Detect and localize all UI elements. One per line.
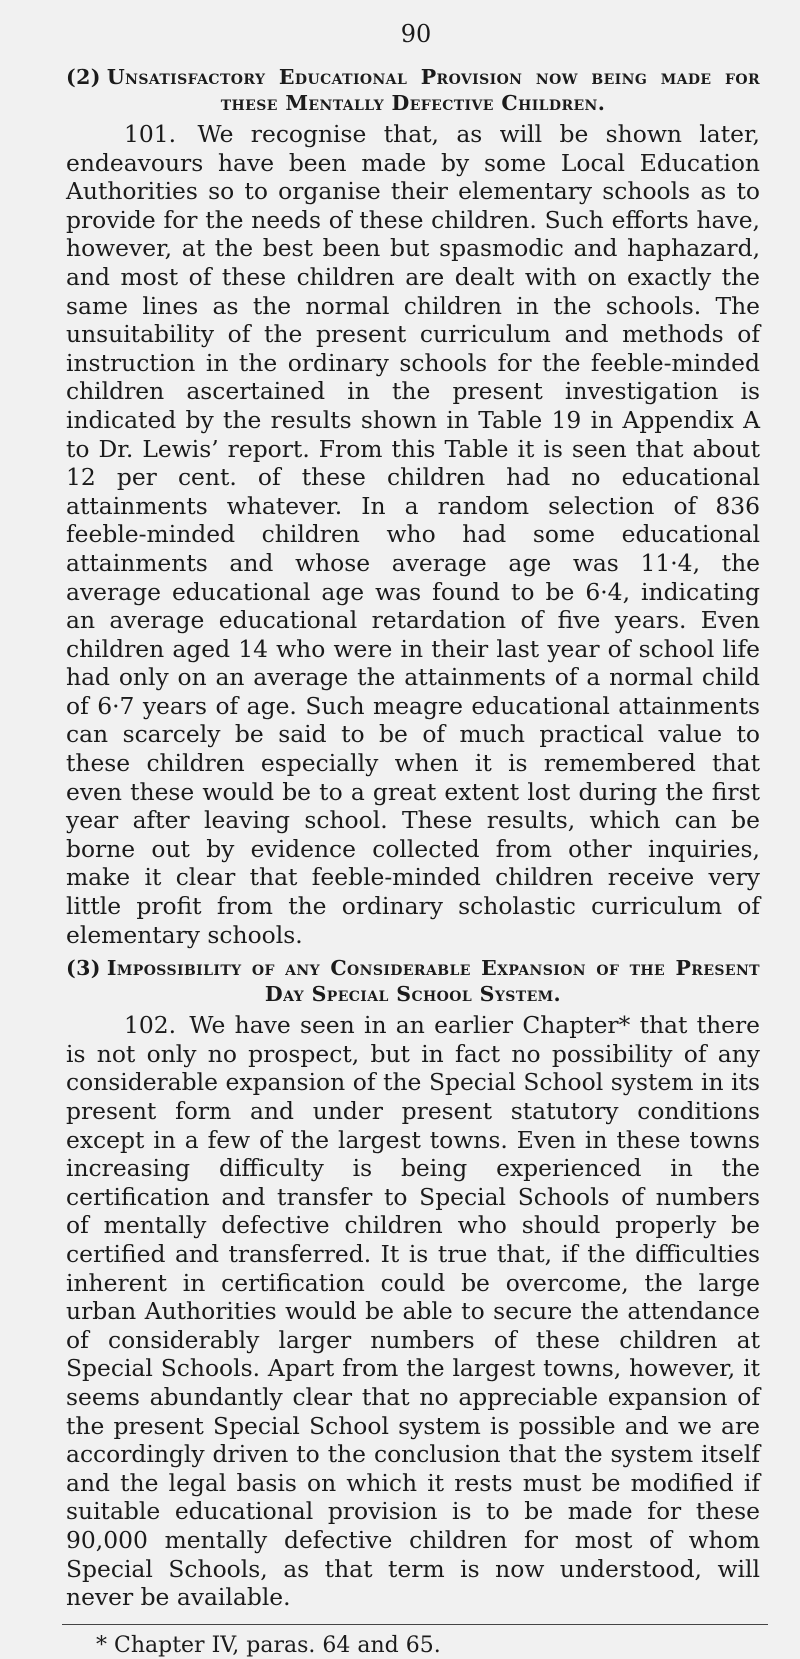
- page-number: 90: [400, 20, 432, 48]
- paragraph-102: [66, 1011, 760, 1611]
- footnote-divider: [62, 1624, 768, 1625]
- section-heading-3: [66, 955, 760, 1007]
- section-heading-2: [66, 64, 760, 116]
- paragraph-101: [66, 120, 760, 949]
- paragraph-number: 102.: [124, 1011, 177, 1040]
- section-title: Unsatisfactory Educational Provision now being made for these Mentally Defective Children.: [106, 65, 760, 115]
- section-number: (3): [66, 956, 101, 981]
- section-title: Impossibility of any Considerable Expansion of the Present Day Special School System.: [106, 956, 760, 1007]
- paragraph-number: 101.: [124, 120, 177, 148]
- footnote: * Chapter IV, paras. 64 and 65.: [96, 1632, 441, 1658]
- paragraph-text: We recognise that, as will be shown later, endeavours have been made by some Local Education Authorities so to organise their elementary schools as to provide for the needs of these children. Such efforts have, however, at the best been but spasmodic and haphazard, and most of these children are dealt with on exactly the same lines as the normal children in the schools. The unsuitability of the present curriculum and methods of instruction in the ordinary schools for the feeble-minded children ascertained in the present investigation is indicated by the results shown in Table 19 in Appendix A to Dr. Lewis’ report. From this Table it is seen that about 12 per cent. of these children had no educational attainments whatever. In a random selection of 836 feeble-minded children who had some educational attainments and whose average age was 11·4, the average educational age was found to be 6·4, indicating an average educational retardation of five years. Even children aged 14 who were in their last year of school life had only on an average the attainments of a normal child of 6·7 years of age. Such meagre educational attainments can scarcely be said to be of much practical value to these children especially when it is remembered that even these would be to a great extent lost during the first year after leaving school. These results, which can be borne out by evidence collected from other inquiries, make it clear that feeble-minded children receive very little profit from the ordinary scholastic curriculum of elementary schools.: [66, 120, 760, 949]
- section-number: (2): [66, 65, 101, 89]
- paragraph-text: We have seen in an earlier Chapter* that there is not only no prospect, but in fact no possibility of any considerable expansion of the Special School system in its present form and under present statutory conditions except in a few of the largest towns. Even in these towns increasing difficulty is being experienced in the certification and transfer to Special Schools of numbers of mentally defective children who should properly be certified and transferred. It is true that, if the difficulties inherent in certification could be overcome, the large urban Authorities would be able to secure the attendance of considerably larger numbers of these children at Special Schools. Apart from the largest towns, however, it seems abundantly clear that no appreciable expansion of the present Special School system is possible and we are accordingly driven to the conclusion that the system itself and the legal basis on which it rests must be modified if suitable educational provision is to be made for these 90,000 mentally defective children for most of whom Special Schools, as that term is now understood, will never be available.: [66, 1011, 760, 1612]
